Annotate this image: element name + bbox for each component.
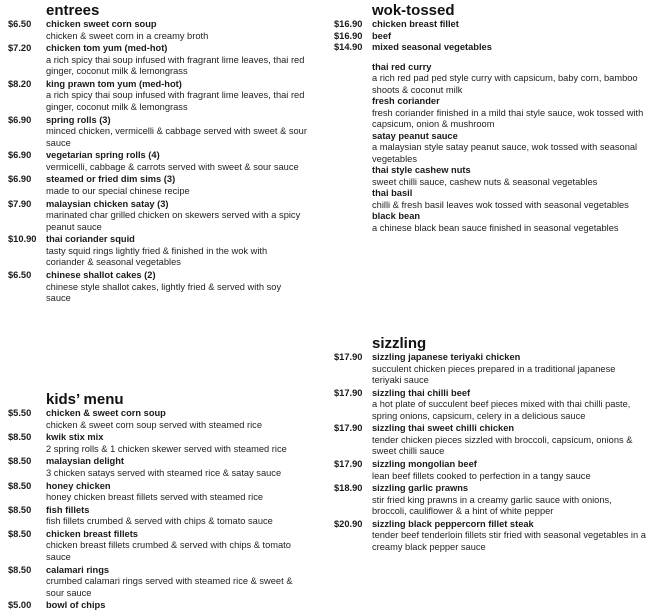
wok-protein-item (334, 42, 646, 54)
item-name: chicken breast fillets (46, 528, 138, 539)
style-name: thai red curry (372, 61, 432, 72)
menu-item (8, 19, 308, 42)
item-price: $17.90 (334, 459, 363, 470)
entrees-heading: entrees (46, 2, 100, 19)
item-price: $17.90 (334, 387, 363, 398)
menu-item (8, 199, 308, 234)
sizzling-list (334, 352, 646, 553)
entrees-list (8, 19, 308, 305)
item-name: king prawn tom yum (med-hot) (46, 78, 182, 89)
item-body (46, 19, 308, 42)
item-description: made to our special chinese recipe (46, 185, 190, 196)
item-price: $17.90 (334, 352, 363, 362)
item-name: chicken tom yum (med-hot) (46, 43, 168, 54)
item-description: a rich spicy thai soup infused with fragrant lime leaves, thai red ginger, coconut milk & lemongrass (46, 54, 305, 77)
item-body (372, 19, 646, 31)
entrees-section (8, 2, 308, 305)
item-name: chicken & sweet corn soup (46, 408, 166, 418)
item-description: fish fillets crumbed & served with chips & tomato sauce (46, 516, 273, 527)
item-body (46, 115, 308, 150)
item-price: $5.00 (8, 600, 32, 611)
wok-style-item (372, 62, 646, 97)
menu-item (8, 408, 308, 431)
menu-item (8, 481, 308, 504)
item-name: sizzling mongolian beef (372, 459, 477, 470)
item-name: bowl of chips (46, 600, 106, 611)
wok-style-item (372, 188, 646, 211)
kids-menu-list (8, 408, 308, 612)
item-description: a hot plate of succulent beef pieces mixed with thai chilli paste, spring onions, capsicum, celery in a delicious sauce (372, 399, 631, 421)
item-name: sizzling garlic prawns (372, 483, 469, 494)
wok-styles-list (334, 62, 646, 235)
item-description: lean beef fillets cooked to perfection in a tangy sauce (372, 470, 591, 481)
menu-item (8, 529, 308, 564)
spacer (334, 54, 646, 62)
item-body (46, 174, 308, 197)
menu-item (8, 505, 308, 528)
item-name: chicken breast fillet (372, 19, 459, 29)
item-price: $16.90 (334, 19, 363, 29)
item-description: marinated char grilled chicken on skewers served with a spicy peanut sauce (46, 210, 301, 232)
item-name: sizzling thai chilli beef (372, 387, 471, 398)
menu-item (334, 423, 646, 458)
item-price: $6.90 (8, 114, 32, 125)
style-description: sweet chilli sauce, cashew nuts & seasonal vegetables (372, 176, 598, 187)
item-price: $8.50 (8, 480, 32, 491)
item-name: fish fillets (46, 504, 90, 515)
item-name: chicken sweet corn soup (46, 19, 157, 29)
item-body (46, 565, 308, 600)
item-body (46, 600, 308, 612)
item-price: $8.20 (8, 78, 32, 89)
item-name: thai coriander squid (46, 234, 135, 245)
item-body (46, 456, 308, 479)
item-name: spring rolls (3) (46, 114, 111, 125)
item-description: vermicelli, cabbage & carrots served with sweet & sour sauce (46, 161, 299, 172)
item-body (46, 481, 308, 504)
style-name: thai basil (372, 188, 413, 198)
item-name: vegetarian spring rolls (4) (46, 150, 160, 161)
menu-item (334, 459, 646, 482)
menu-item (8, 79, 308, 114)
item-description: tender beef tenderloin fillets stir fried with seasonal vegetables in a creamy black pepper sauce (372, 530, 646, 552)
item-price: $8.50 (8, 432, 32, 443)
item-price: $6.50 (8, 19, 32, 29)
wok-tossed-heading: wok-tossed (372, 2, 455, 19)
item-description: stir fried king prawns in a creamy garlic sauce with onions, broccoli, cauliflower & a hint of white pepper (372, 494, 612, 517)
wok-style-item (372, 165, 646, 188)
item-body (46, 505, 308, 528)
item-body (46, 199, 308, 234)
item-name: kwik stix mix (46, 432, 104, 443)
item-name: honey chicken (46, 480, 111, 491)
menu-item (8, 115, 308, 150)
menu-item (8, 174, 308, 197)
item-body (46, 150, 308, 173)
item-description: honey chicken breast fillets served with steamed rice (46, 492, 264, 503)
item-price: $7.20 (8, 43, 32, 54)
item-body (46, 79, 308, 114)
item-description: minced chicken, vermicelli & cabbage served with sweet & sour sauce (46, 126, 307, 148)
item-description: a rich spicy thai soup infused with fragrant lime leaves, thai red ginger, coconut milk & lemongrass (46, 90, 305, 112)
wok-style-item (372, 211, 646, 234)
item-body (372, 459, 646, 482)
item-name: sizzling thai sweet chilli chicken (372, 423, 515, 434)
menu-item (334, 388, 646, 423)
item-body (372, 519, 646, 554)
item-description: crumbed calamari rings served with steamed rice & sweet & sour sauce (46, 576, 293, 598)
item-price: $6.90 (8, 150, 32, 161)
menu-item (8, 270, 308, 305)
kids-menu-section (8, 391, 308, 612)
style-description: fresh coriander finished in a mild thai style sauce, wok tossed with capsicum, onion & mushroom (372, 107, 644, 129)
style-description: a malaysian style satay peanut sauce, wok tossed with seasonal vegetables (372, 142, 638, 164)
item-body (46, 234, 308, 269)
item-description: 3 chicken satays served with steamed rice & satay sauce (46, 467, 282, 478)
item-description: succulent chicken pieces prepared in a traditional japanese teriyaki sauce (372, 363, 616, 385)
item-description: 2 spring rolls & 1 chicken skewer served with steamed rice (46, 443, 287, 454)
item-price: $14.90 (334, 42, 363, 52)
menu-item (8, 456, 308, 479)
item-price: $8.50 (8, 528, 32, 539)
item-description: chicken & sweet corn in a creamy broth (46, 30, 209, 41)
menu-item (8, 234, 308, 269)
item-description: chinese style shallot cakes, lightly fried & served with soy sauce (46, 281, 282, 303)
item-name: malaysian delight (46, 456, 125, 467)
menu-item (8, 565, 308, 600)
style-description: a rich red pad ped style curry with capsicum, baby corn, bamboo shoots & coconut milk (372, 73, 638, 95)
item-description: chicken & sweet corn soup served with steamed rice (46, 419, 262, 430)
item-body (46, 529, 308, 564)
item-name: beef (372, 30, 392, 41)
item-body (372, 42, 646, 54)
item-body (46, 43, 308, 78)
item-name: malaysian chicken satay (3) (46, 198, 169, 209)
item-name: chinese shallot cakes (2) (46, 270, 156, 280)
item-price: $8.50 (8, 504, 32, 515)
item-description: tasty squid rings lightly fried & finished in the wok with coriander & seasonal vegetables (46, 245, 268, 268)
style-description: a chinese black bean sauce finished in seasonal vegetables (372, 222, 619, 233)
item-name: calamari rings (46, 564, 110, 575)
item-body (372, 423, 646, 458)
item-body (372, 388, 646, 423)
wok-proteins-list (334, 19, 646, 54)
item-price: $6.50 (8, 270, 32, 280)
item-price: $6.90 (8, 174, 32, 185)
sizzling-heading: sizzling (372, 335, 427, 352)
item-name: sizzling black peppercorn fillet steak (372, 518, 534, 529)
item-description: chicken breast fillets crumbed & served with chips & tomato sauce (46, 540, 291, 562)
item-price: $16.90 (334, 30, 363, 41)
item-price: $8.50 (8, 456, 32, 467)
menu-item (8, 432, 308, 455)
sizzling-section (334, 335, 646, 553)
item-body (46, 270, 308, 305)
item-description: tender chicken pieces sizzled with broccoli, capsicum, onions & sweet chilli sauce (372, 434, 633, 457)
wok-style-item (372, 96, 646, 131)
item-price: $17.90 (334, 423, 363, 434)
item-price: $8.50 (8, 564, 32, 575)
style-name: thai style cashew nuts (372, 165, 471, 175)
menu-item (8, 150, 308, 173)
wok-style-item (372, 131, 646, 166)
wok-tossed-section (334, 2, 646, 234)
style-name: satay peanut sauce (372, 130, 458, 141)
menu-item (334, 519, 646, 554)
item-name: steamed or fried dim sims (3) (46, 174, 176, 185)
item-body (46, 432, 308, 455)
menu-item (334, 483, 646, 518)
item-body (372, 31, 646, 43)
item-body (372, 352, 646, 387)
item-price: $20.90 (334, 518, 363, 529)
item-price: $7.90 (8, 198, 32, 209)
wok-protein-item (334, 19, 646, 31)
menu-item (8, 600, 308, 612)
kids-menu-heading: kids’ menu (46, 391, 124, 408)
style-name: fresh coriander (372, 96, 440, 106)
item-price: $5.50 (8, 408, 32, 418)
style-name: black bean (372, 211, 421, 221)
item-body (372, 483, 646, 518)
item-price: $10.90 (8, 234, 37, 245)
menu-item (334, 352, 646, 387)
wok-protein-item (334, 31, 646, 43)
item-name: sizzling japanese teriyaki chicken (372, 352, 521, 362)
menu-item (8, 43, 308, 78)
item-body (46, 408, 308, 431)
item-price: $18.90 (334, 483, 363, 494)
item-name: mixed seasonal vegetables (372, 42, 492, 52)
style-description: chilli & fresh basil leaves wok tossed with seasonal vegetables (372, 199, 629, 210)
